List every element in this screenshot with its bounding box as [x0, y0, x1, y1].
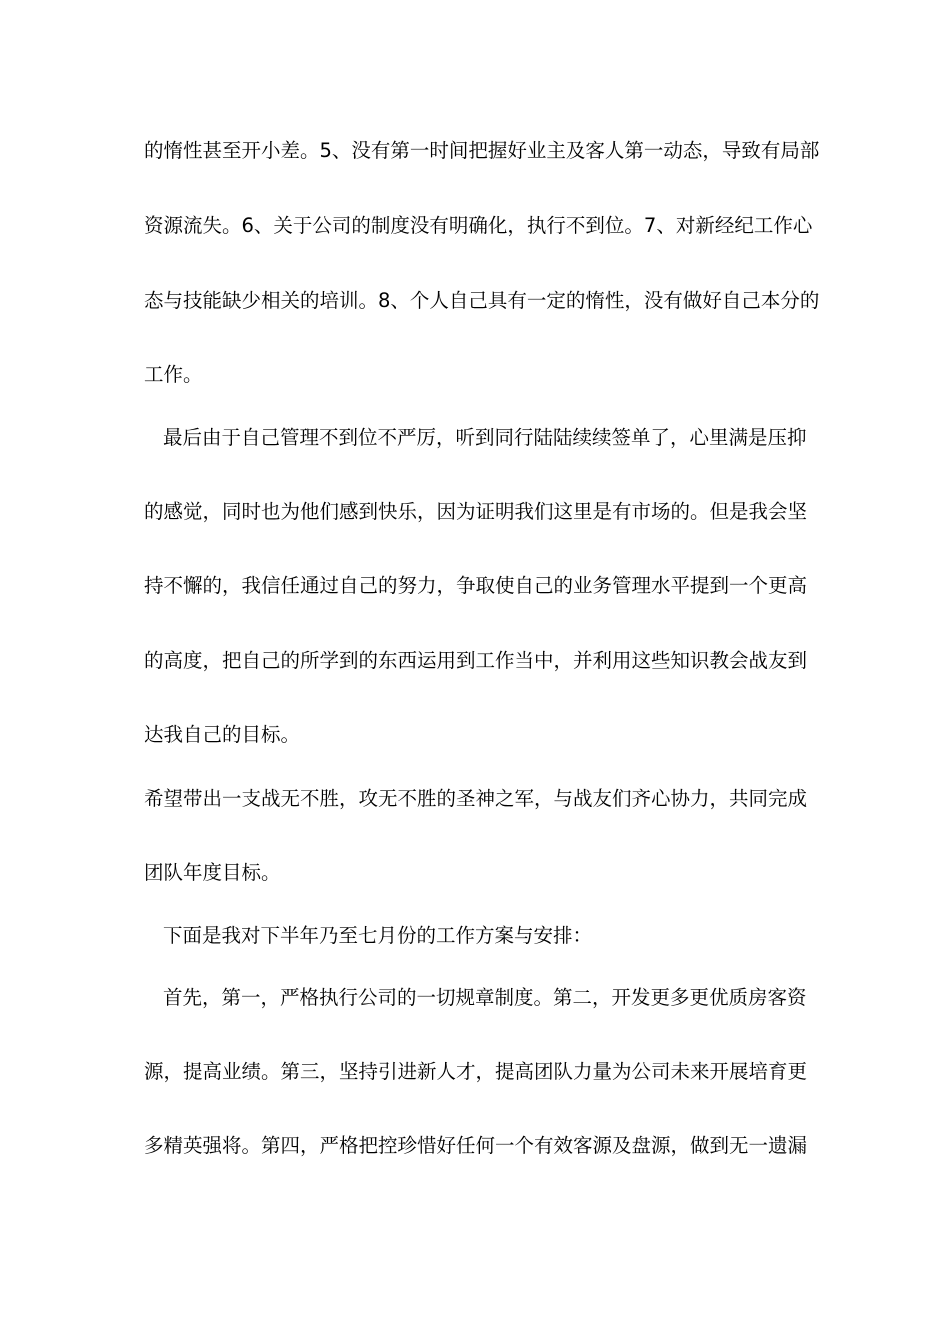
text-line: 源，提高业绩。第三，坚持引进新人才，提高团队力量为公司未来开展培育更 — [144, 1060, 808, 1083]
paragraph-start-line: 最后由于自己管理不到位不严厉，听到同行陆陆续续签单了，心里满是压抑 — [163, 426, 807, 449]
text-line: 的高度，把自己的所学到的东西运用到工作当中，并利用这些知识教会战友到 — [144, 649, 808, 672]
text-line: 资源流失。6、关于公司的制度没有明确化，执行不到位。7、对新经纪工作心 — [144, 214, 813, 237]
text-line: 工作。 — [144, 363, 203, 386]
text-line: 持不懈的，我信任通过自己的努力，争取使自己的业务管理水平提到一个更高 — [144, 574, 808, 597]
text-line: 态与技能缺少相关的培训。8、个人自己具有一定的惰性，没有做好自己本分的 — [144, 289, 820, 312]
text-line: 的感觉，同时也为他们感到快乐，因为证明我们这里是有市场的。但是我会坚 — [144, 500, 808, 523]
text-line: 的惰性甚至开小差。5、没有第一时间把握好业主及客人第一动态，导致有局部 — [144, 139, 820, 162]
text-line: 达我自己的目标。 — [144, 723, 301, 746]
paragraph-start-line: 首先，第一，严格执行公司的一切规章制度。第二，开发更多更优质房客资 — [163, 986, 807, 1009]
paragraph-start-line: 希望带出一支战无不胜，攻无不胜的圣神之军，与战友们齐心协力，共同完成 — [144, 787, 808, 810]
text-line: 多精英强将。第四，严格把控珍惜好任何一个有效客源及盘源，做到无一遗漏 — [144, 1134, 808, 1157]
text-line: 团队年度目标。 — [144, 861, 281, 884]
paragraph-start-line: 下面是我对下半年乃至七月份的工作方案与安排： — [163, 924, 593, 947]
